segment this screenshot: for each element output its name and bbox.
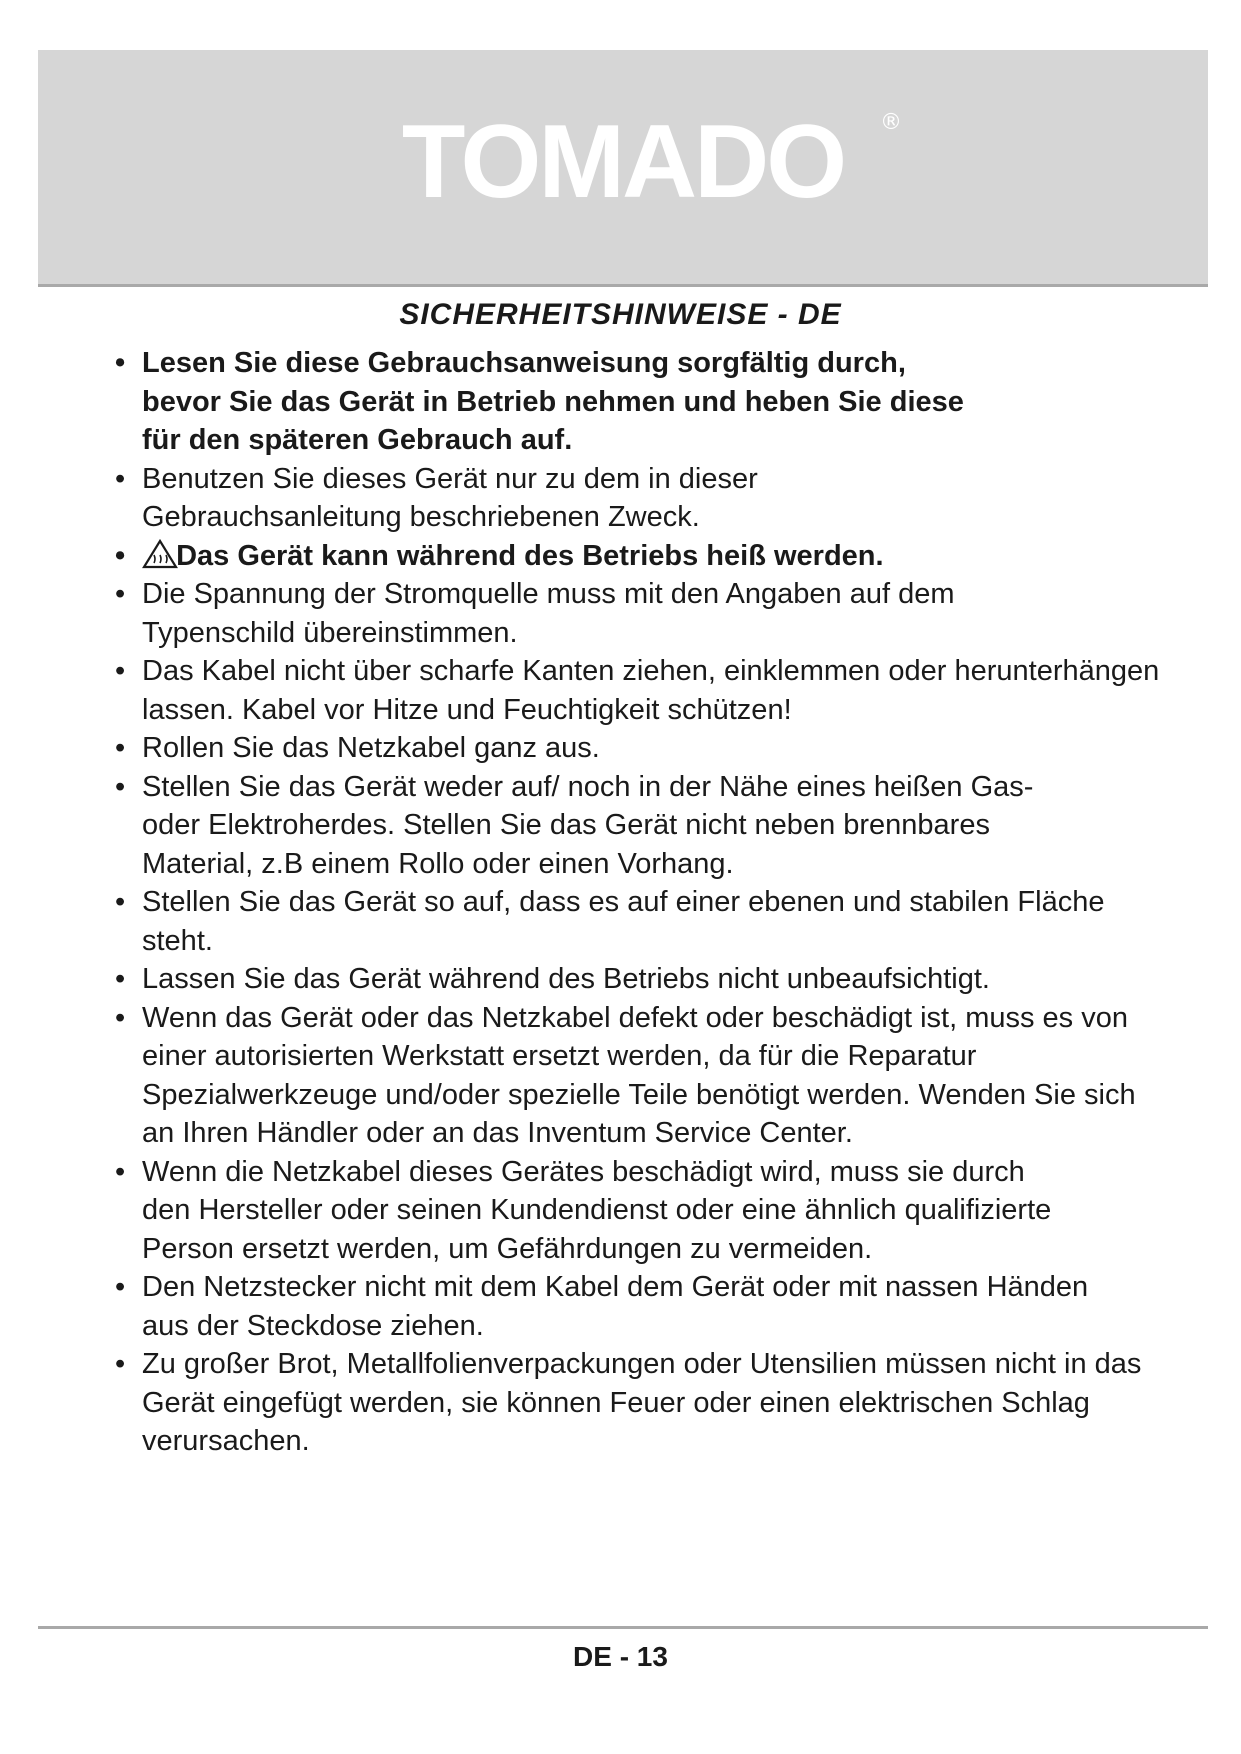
bullet: • bbox=[115, 963, 126, 995]
list-item-text: Lassen Sie das Gerät während des Betriebs nicht unbeaufsichtigt. bbox=[142, 963, 990, 995]
list-item bbox=[115, 460, 822, 537]
bullet: • bbox=[115, 1001, 126, 1034]
list-item-text: Die Spannung der Stromquelle muss mit den Angaben auf dem Typenschild übereinstimmen. bbox=[142, 578, 955, 649]
list-item bbox=[115, 729, 1165, 768]
section-title: SICHERHEITSHINWEISE - DE bbox=[399, 298, 842, 331]
registered-mark: ® bbox=[880, 110, 902, 135]
list-item bbox=[115, 768, 1092, 884]
bullet: • bbox=[115, 347, 126, 379]
bullet: • bbox=[115, 1155, 126, 1188]
list-item-text: Den Netzstecker nicht mit dem Kabel dem Gerät oder mit nassen Händen aus der Steckdose ziehen. bbox=[142, 1271, 1089, 1342]
safety-instructions-list bbox=[115, 344, 1165, 1461]
list-item bbox=[115, 1345, 1152, 1461]
hot-surface-warning-icon bbox=[142, 539, 178, 569]
page-number: DE - 13 bbox=[573, 1641, 668, 1672]
list-item-text: Zu großer Brot, Metallfolienverpackungen oder Utensilien müssen nicht in das Gerät eingefügt werden, sie können Feuer oder einen elektrischen Schlag verursachen. bbox=[142, 1348, 1142, 1457]
list-item-text: Das Gerät kann während des Betriebs heiß werden. bbox=[176, 539, 884, 572]
list-item-text: Stellen Sie das Gerät so auf, dass es auf einer ebenen und stabilen Fläche steht. bbox=[142, 886, 1105, 957]
list-item bbox=[115, 652, 1165, 729]
list-item bbox=[115, 575, 1002, 652]
list-item-text: Wenn die Netzkabel dieses Gerätes beschädigt wird, muss sie durch den Hersteller oder seinen Kundendienst oder eine ähnlich qualifizierte Person ersetzt werden, um Gefährdungen zu vermeiden. bbox=[142, 1155, 1052, 1265]
list-item bbox=[115, 960, 1165, 999]
list-item bbox=[115, 344, 972, 460]
brand-logo: TOMADO bbox=[401, 104, 845, 220]
bullet: • bbox=[115, 1271, 126, 1303]
bullet: • bbox=[115, 770, 126, 803]
footer-divider bbox=[38, 1626, 1208, 1629]
bullet: • bbox=[115, 1348, 126, 1380]
list-item bbox=[115, 1268, 1142, 1345]
list-item bbox=[115, 999, 1142, 1153]
bullet: • bbox=[115, 539, 126, 572]
list-item-text: Das Kabel nicht über scharfe Kanten ziehen, einklemmen oder herunterhängen lassen. Kabel vor Hitze und Feuchtigkeit schützen! bbox=[142, 655, 1160, 726]
header-band bbox=[38, 50, 1208, 287]
list-item bbox=[115, 537, 1165, 576]
list-item bbox=[115, 1153, 1062, 1269]
bullet: • bbox=[115, 886, 126, 918]
list-item-text: Rollen Sie das Netzkabel ganz aus. bbox=[142, 732, 600, 764]
bullet: • bbox=[115, 462, 126, 495]
list-item-text: Wenn das Gerät oder das Netzkabel defekt oder beschädigt ist, muss es von einer autorisierten Werkstatt ersetzt werden, da für die Reparatur Spezialwerkzeuge und/oder spezielle Teile benötigt werden. Wenden Sie sich an Ihren Händler oder an das Inventum Service Center. bbox=[142, 1001, 1136, 1149]
list-item-text: Stellen Sie das Gerät weder auf/ noch in der Nähe eines heißen Gas- oder Elektroherdes. Stellen Sie das Gerät nicht neben brennbares Material, z.B einem Rollo oder einen Vorhang. bbox=[142, 770, 1034, 880]
bullet: • bbox=[115, 655, 126, 687]
list-item-text: Lesen Sie diese Gebrauchsanweisung sorgfältig durch, bevor Sie das Gerät in Betrieb nehmen und heben Sie diese für den späteren Gebrauch auf. bbox=[142, 347, 964, 456]
bullet: • bbox=[115, 732, 126, 764]
list-item bbox=[115, 883, 1142, 960]
list-item-text: Benutzen Sie dieses Gerät nur zu dem in dieser Gebrauchsanleitung beschriebenen Zweck. bbox=[142, 462, 758, 533]
bullet: • bbox=[115, 578, 126, 610]
